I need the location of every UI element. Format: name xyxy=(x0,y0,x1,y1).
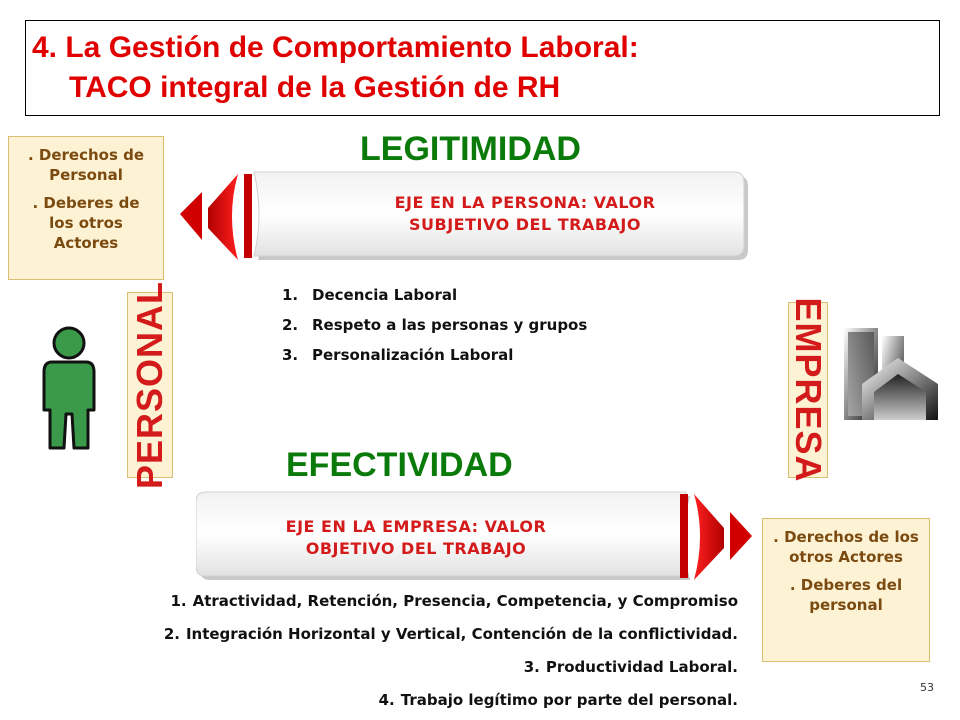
empresa-label: EMPRESA xyxy=(788,297,829,483)
building-icon xyxy=(840,322,942,426)
empresa-axis-line-2: OBJETIVO DEL TRABAJO xyxy=(305,539,527,558)
note-item-derechos: . Derechos de Personal xyxy=(27,146,145,184)
note-item-deberes: . Deberes del personal xyxy=(789,576,903,614)
page-number: 53 xyxy=(920,681,934,694)
title-line-2: TACO integral de la Gestión de RH xyxy=(69,71,561,104)
title-box xyxy=(25,20,940,116)
note-item-deberes: . Deberes de los otros Actores xyxy=(32,194,140,252)
empresa-axis-line-1: EJE EN LA EMPRESA: VALOR xyxy=(285,517,547,536)
list-item: 1. Atractividad, Retención, Presencia, Competencia, y Compromiso xyxy=(170,592,738,610)
persona-axis-line-2: SUBJETIVO DEL TRABAJO xyxy=(409,215,641,234)
persona-axis-label xyxy=(330,192,720,236)
person-icon xyxy=(38,326,100,458)
list-item: 3. Personalización Laboral xyxy=(282,346,514,364)
note-item-derechos: . Derechos de los otros Actores xyxy=(773,528,919,566)
personal-rights-note xyxy=(8,136,164,280)
empresa-axis-label xyxy=(226,516,606,560)
list-item: 2. Respeto a las personas y grupos xyxy=(282,316,588,334)
efectividad-heading: EFECTIVIDAD xyxy=(286,446,513,484)
list-item: 2. Integración Horizontal y Vertical, Contención de la conflictividad. xyxy=(163,625,738,643)
list-item: 1. Decencia Laboral xyxy=(282,286,458,304)
empresa-rights-note xyxy=(762,518,930,662)
legitimidad-heading: LEGITIMIDAD xyxy=(360,130,581,168)
personal-label: PERSONAL xyxy=(129,280,170,490)
title-line-1: 4. La Gestión de Comportamiento Laboral: xyxy=(32,31,639,64)
persona-axis-line-1: EJE EN LA PERSONA: VALOR xyxy=(394,193,656,212)
list-item: 3. Productividad Laboral. xyxy=(523,658,738,676)
list-item: 4. Trabajo legítimo por parte del personal. xyxy=(378,691,738,709)
efectividad-list xyxy=(38,592,738,712)
